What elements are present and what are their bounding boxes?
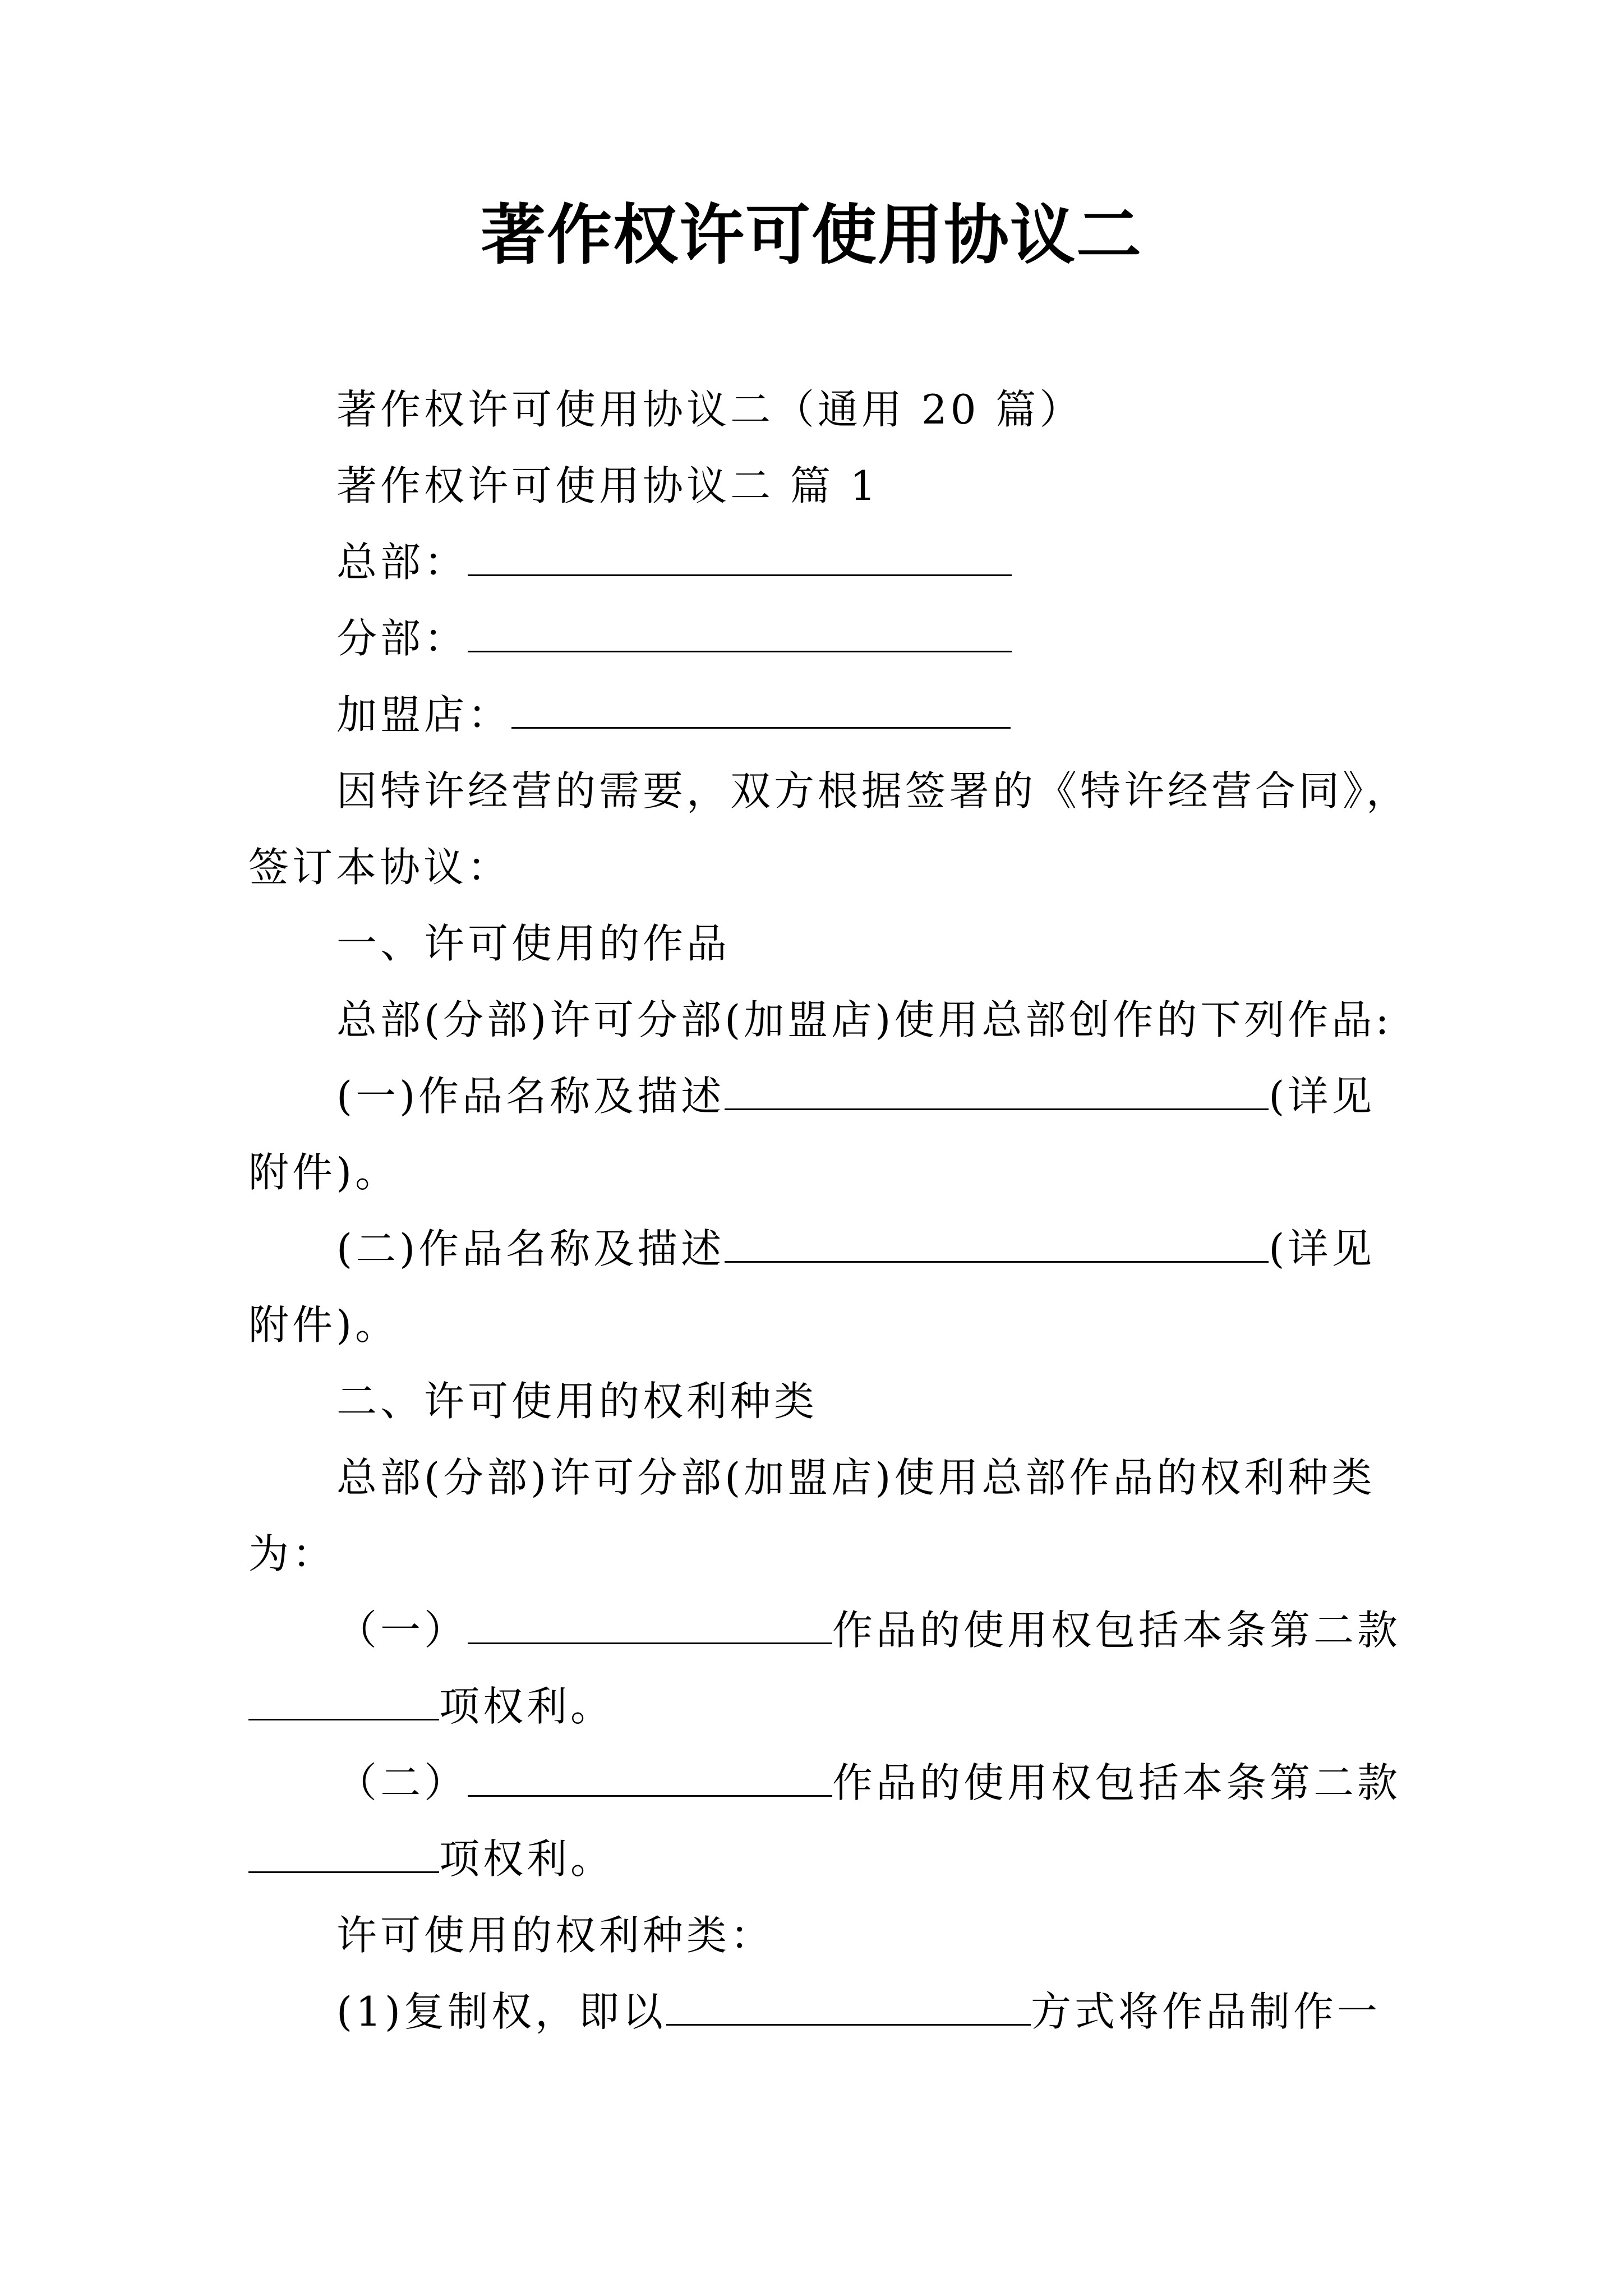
section2-desc-line-2: 为： [248,1530,336,1577]
s2-item1-blank [468,1607,832,1644]
s2-item2-cont: 项权利。 [439,1835,615,1883]
intro-line-2: 签订本协议： [248,844,511,891]
section1-desc: 总部(分部)许可分部(加盟店)使用总部创作的下列作品: [336,996,1393,1043]
hq-label: 总部： [336,539,468,586]
item1-blank [725,1073,1269,1110]
section2-item-2 [336,1755,1401,1811]
item2-blank [725,1225,1269,1263]
section2-desc-line-1: 总部(分部)许可分部(加盟店)使用总部作品的权利种类 [336,1454,1376,1501]
item1-suffix: (详见 [1269,1073,1376,1120]
s2-item2-suffix: 作品的使用权包括本条第二款 [832,1759,1401,1806]
item1-prefix: (一)作品名称及描述 [336,1073,725,1120]
section2-item-1 [336,1602,1401,1658]
right1-suffix: 方式将作品制作一 [1031,1988,1381,2035]
s2-item1-prefix: （一） [336,1607,468,1654]
franchise-label: 加盟店： [336,691,512,738]
s2-item1-cont: 项权利。 [439,1683,615,1730]
right-1 [336,1984,1381,2040]
branch-blank [468,615,1012,652]
section1-item-1 [336,1068,1375,1124]
section2-heading: 二、许可使用的权利种类 [336,1378,818,1425]
s2-item2-blank [468,1759,832,1797]
s2-item2-prefix: （二） [336,1759,468,1806]
right1-prefix: (1)复制权，即以 [336,1988,666,2035]
right1-blank [666,1988,1031,2026]
s2-item1-count-blank [248,1683,439,1720]
intro-line-1: 因特许经营的需要，双方根据签署的《特许经营合同》， [336,767,1410,815]
branch-field [336,610,1012,666]
hq-blank [468,539,1012,576]
part-heading: 著作权许可使用协议二 篇 1 [336,462,879,509]
item2-suffix: (详见 [1269,1225,1376,1272]
branch-label: 分部： [336,615,468,662]
item2-prefix: (二)作品名称及描述 [336,1225,725,1272]
document-subtitle: 著作权许可使用协议二（通用 20 篇） [336,386,1083,433]
rights-heading: 许可使用的权利种类： [336,1912,774,1959]
franchise-blank [511,691,1011,729]
section1-heading: 一、许可使用的作品 [336,920,731,967]
section1-item-2 [336,1221,1375,1277]
s2-item2-count-blank [248,1835,439,1873]
section1-item-1-cont: 附件)。 [248,1149,399,1196]
section2-item-2-cont [248,1831,614,1887]
page-title: 著作权许可使用协议二 [481,197,1142,273]
section1-item-2-cont: 附件)。 [248,1301,399,1349]
hq-field [336,534,1012,590]
section2-item-1-cont [248,1678,614,1734]
s2-item1-suffix: 作品的使用权包括本条第二款 [832,1607,1401,1654]
franchise-field [336,687,1011,743]
